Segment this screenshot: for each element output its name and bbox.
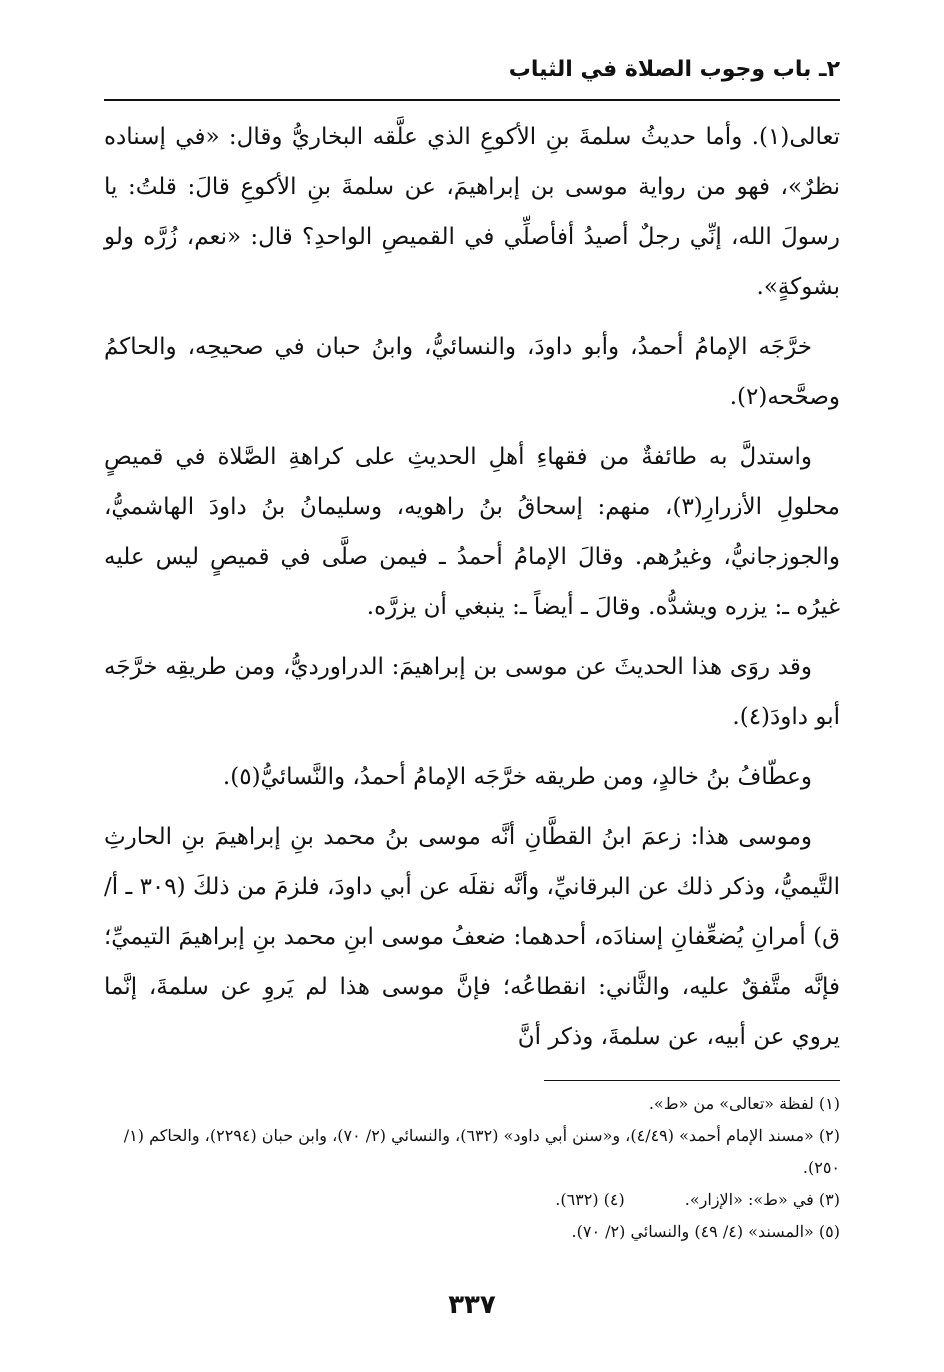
paragraph-2: خرَّجَه الإمامُ أحمدُ، وأبو داودَ، والنسائيُّ، وابنُ حبان في صحيحِه، والحاكمُ وصحَّحه(٢). [104,334,840,410]
footnote-3: (٣) في «ط»: «الإزار». [684,1190,840,1209]
paragraph-3: واستدلَّ به طائفةٌ من فقهاءِ أهلِ الحديثِ على كراهةِ الصَّلاة في قميصٍ محلولِ الأزرارِ(٣)، منهم: إسحاقُ بنُ راهويه، وسليمانُ بنُ داودَ الهاشميُّ، والجوزجانيُّ، وغيرُهم. وقالَ الإمامُ أحمدُ ـ فيمن صلَّى في قميصٍ ليس عليه غيرُه ـ: يزره ويشدُّه. وقالَ ـ أيضاً ـ: ينبغي أن يزرَّه. [104,444,840,620]
paragraph-1: تعالى(١). وأما حديثُ سلمةَ بنِ الأكوعِ الذي علَّقه البخاريُّ وقال: «في إسناده نظرٌ»، فهو من رواية موسى بن إبراهيمَ، عن سلمةَ بنِ الأكوعِ قالَ: قلتُ: يا رسولَ الله، إنِّي رجلٌ أصيدُ أفأصلِّي في القميصِ الواحدِ؟ قال: «نعم، زُرَّه ولو بشوكةٍ». [104,124,840,300]
paragraph-5: وعطّافُ بنُ خالدٍ، ومن طريقه خرَّجَه الإمامُ أحمدُ، والنَّسائيُّ(٥). [222,764,812,790]
footnotes [104,1088,840,1248]
paragraph-4: وقد روَى هذا الحديثَ عن موسى بن إبراهيمَ: الدراورديُّ، ومن طريقِه خرَّجَه أبو داودَ(٤). [104,654,840,730]
page-number: ٣٣٧ [448,1290,496,1320]
footnote-4: (٤) (٦٣٢). [555,1190,625,1209]
footnote-2: (٢) «مسند الإمام أحمد» (٤/٤٩)، و«سنن أبي داود» (٦٣٢)، والنسائي (٢/ ٧٠)، وابن حبان (٢٢٩٤)، والحاكم (١/ ٢٥٠). [123,1126,840,1177]
main-text [104,112,840,1072]
footnote-row [104,1184,840,1216]
header-divider [104,99,840,101]
footnote-1: (١) لفظة «تعالى» من «ط». [648,1094,840,1113]
footnote-5: (٥) «المسند» (٤/ ٤٩) والنسائي (٢/ ٧٠). [571,1222,840,1241]
running-header: ٢ـ باب وجوب الصلاة في الثياب [508,57,840,82]
footnote-divider [544,1080,840,1081]
paragraph-6: وموسى هذا: زعمَ ابنُ القطَّانِ أنَّه موسى بنُ محمد بنِ إبراهيمَ بنِ الحارثِ التَّيميُّ، وذكر ذلك عن البرقانيِّ، وأنَّه نقلَه عن أبي داودَ، فلزمَ من ذلكَ (٣٠٩ ـ أ/ ق) أمرانِ يُضعِّفانِ إسنادَه، أحدهما: ضعفُ موسى ابنِ محمد بنِ إبراهيمَ التيميِّ؛ فإنَّه متَّفقٌ عليه، والثَّاني: انقطاعُه؛ فإنَّ موسى هذا لم يَروِ عن سلمةَ، إنَّما يروي عن أبيه، عن سلمةَ، وذكر أنَّ [104,824,840,1050]
